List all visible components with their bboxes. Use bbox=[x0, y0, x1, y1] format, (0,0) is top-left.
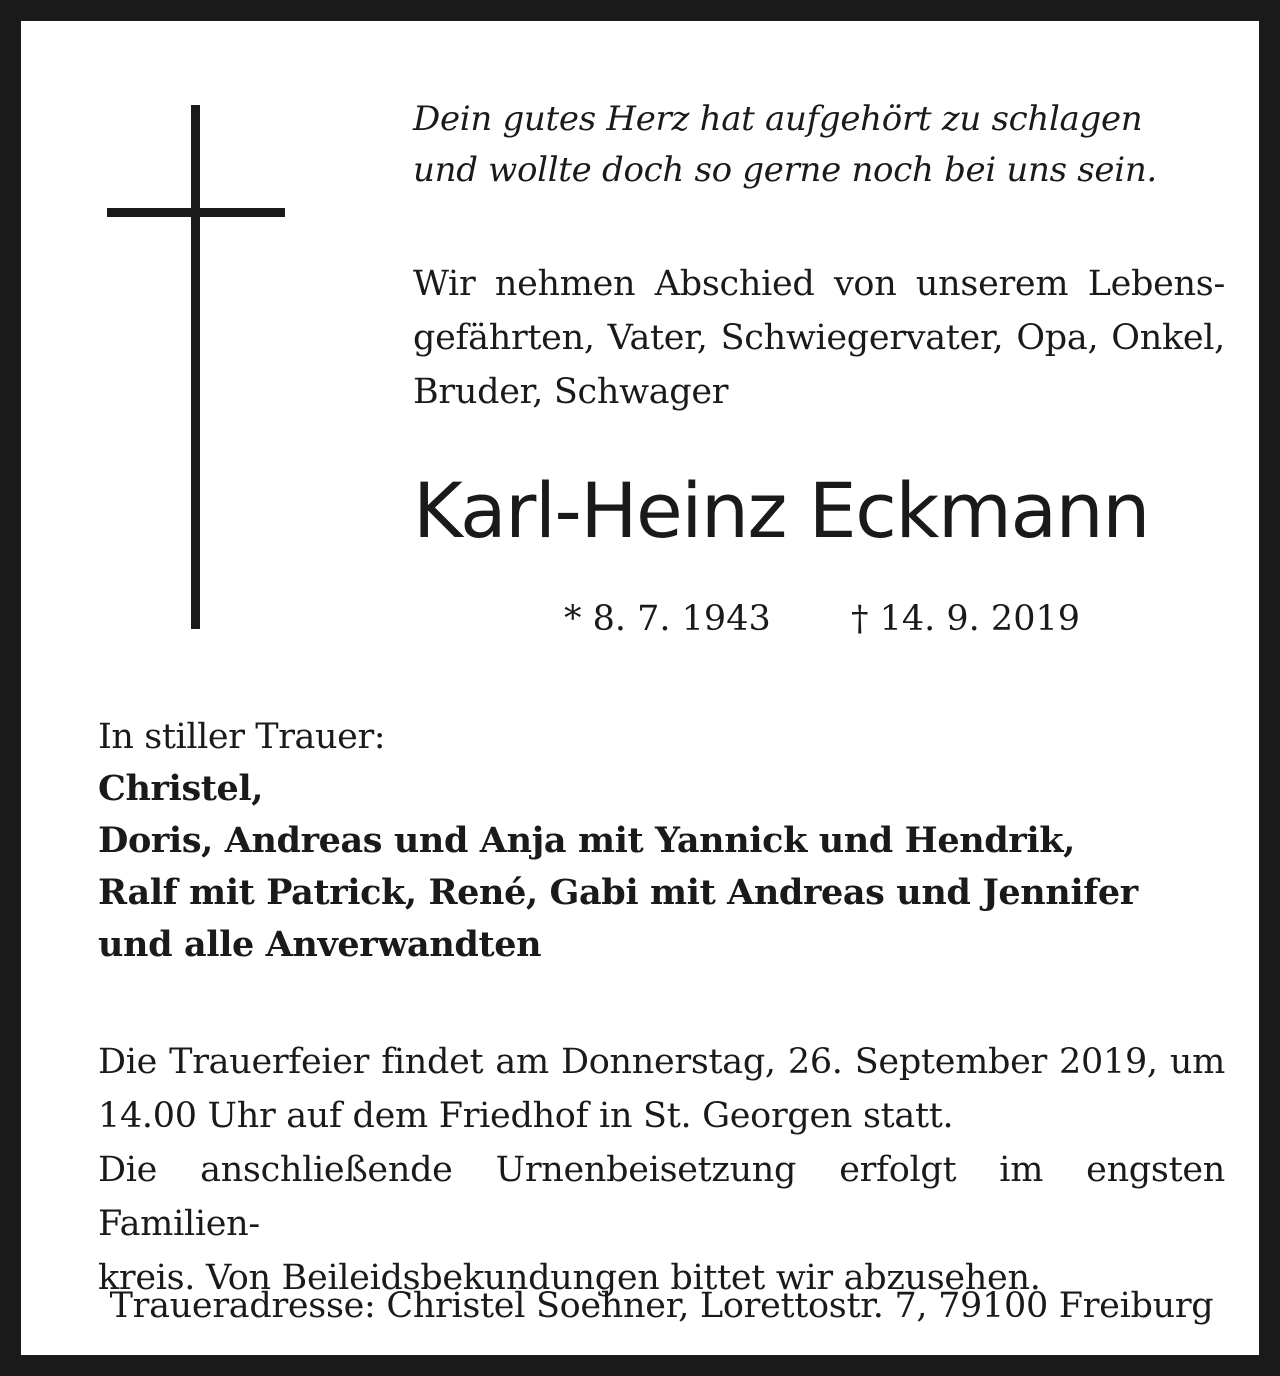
mourner-line: und alle Anverwandten bbox=[98, 924, 542, 965]
motto-verse bbox=[413, 94, 1233, 196]
motto-line: und wollte doch so gerne noch bei uns sein. bbox=[413, 150, 1157, 190]
mourner-line: Ralf mit Patrick, René, Gabi mit Andreas und Jennifer bbox=[98, 872, 1138, 913]
farewell-line: Wir nehmen Abschied von unserem Lebens- bbox=[413, 264, 1225, 304]
mourners-label: In stiller Trauer: bbox=[98, 717, 386, 757]
deceased-name: Karl-Heinz Eckmann bbox=[413, 466, 1149, 555]
mourners-block bbox=[98, 711, 1228, 971]
mourner-line: Doris, Andreas und Anja mit Yannick und Hendrik, bbox=[98, 820, 1075, 861]
birth-date: * 8. 7. 1943 bbox=[564, 599, 771, 639]
farewell-line: Bruder, Schwager bbox=[413, 372, 729, 412]
ceremony-info bbox=[98, 1035, 1225, 1305]
ceremony-line: Die Trauerfeier findet am Donnerstag, 26. September 2019, um bbox=[98, 1042, 1225, 1082]
mourner-line: Christel, bbox=[98, 768, 264, 809]
ceremony-line: 14.00 Uhr auf dem Friedhof in St. Georgen statt. bbox=[98, 1096, 954, 1136]
farewell-text bbox=[413, 257, 1225, 419]
cross-horizontal-bar bbox=[107, 208, 285, 217]
farewell-line: gefährten, Vater, Schwiegervater, Opa, Onkel, bbox=[413, 318, 1225, 358]
mourning-address: Traueradresse: Christel Soehner, Lorettostr. 7, 79100 Freiburg bbox=[109, 1286, 1214, 1326]
motto-line: Dein gutes Herz hat aufgehört zu schlagen bbox=[413, 99, 1143, 139]
cross-vertical-bar bbox=[191, 105, 200, 629]
ceremony-line: kreis. Von Beileidsbekundungen bittet wir abzusehen. bbox=[98, 1258, 1041, 1298]
death-date: † 14. 9. 2019 bbox=[851, 599, 1081, 639]
ceremony-line: Die anschließende Urnenbeisetzung erfolgt im engsten Familien- bbox=[98, 1150, 1225, 1244]
